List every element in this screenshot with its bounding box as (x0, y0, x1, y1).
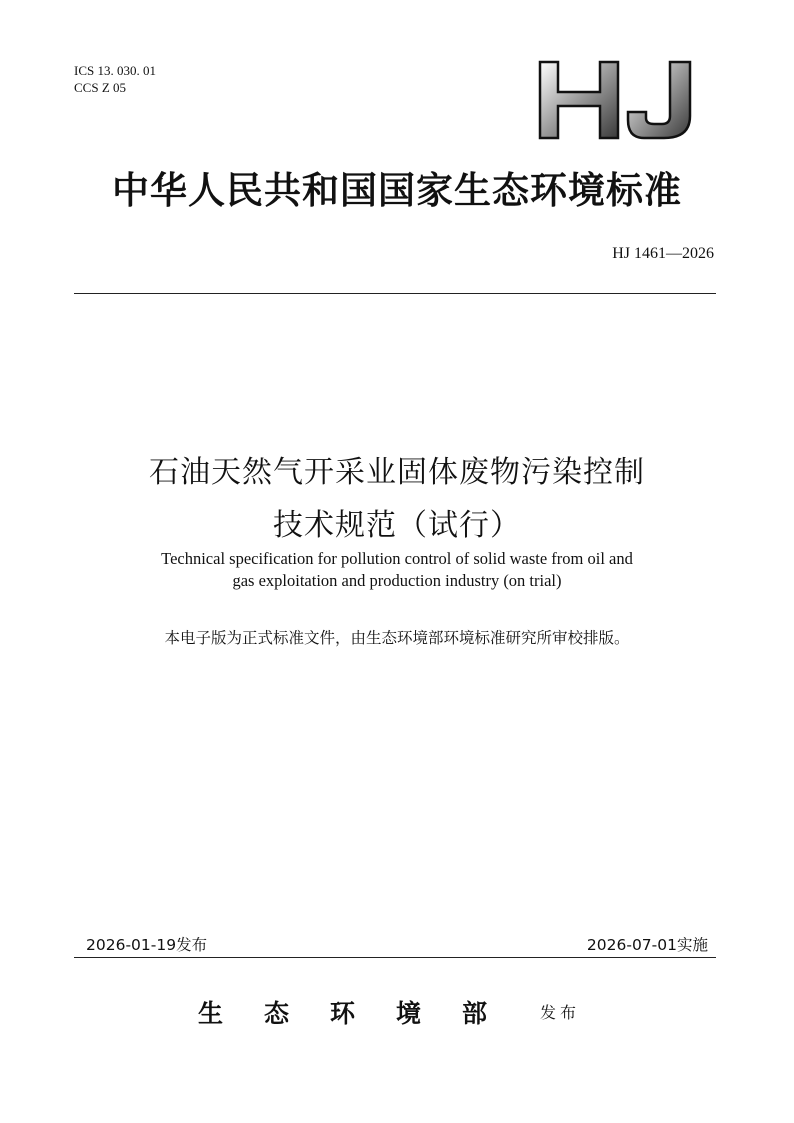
standard-number: HJ 1461—2026 (612, 245, 714, 262)
title-en-line1: Technical specification for pollution control of solid waste from oil and (161, 549, 633, 568)
issue-date: 2026-01-19发布 (86, 936, 208, 954)
top-divider (74, 293, 716, 294)
publisher-name: 生态环境部 (198, 999, 529, 1028)
electronic-edition-note: 本电子版为正式标准文件，由生态环境部环境标准研究所审校排版。 (164, 629, 630, 647)
bottom-divider (74, 957, 716, 958)
agency-title: 中华人民共和国国家生态环境标准 (112, 168, 682, 212)
title-en (0, 548, 794, 592)
implementation-date: 2026-07-01实施 (586, 936, 708, 954)
ccs-code: CCS Z 05 (74, 80, 127, 95)
classification-codes (74, 62, 156, 96)
hj-standard-logo-icon (536, 58, 698, 142)
title-en-line2: gas exploitation and production industry (on trial) (232, 571, 562, 590)
title-cn-line1: 石油天然气开采业固体废物污染控制 (149, 455, 645, 490)
publish-label: 发布 (540, 1003, 581, 1022)
title-cn-line2: 技术规范（试行） (273, 508, 521, 543)
ics-code: ICS 13. 030. 01 (74, 63, 156, 78)
